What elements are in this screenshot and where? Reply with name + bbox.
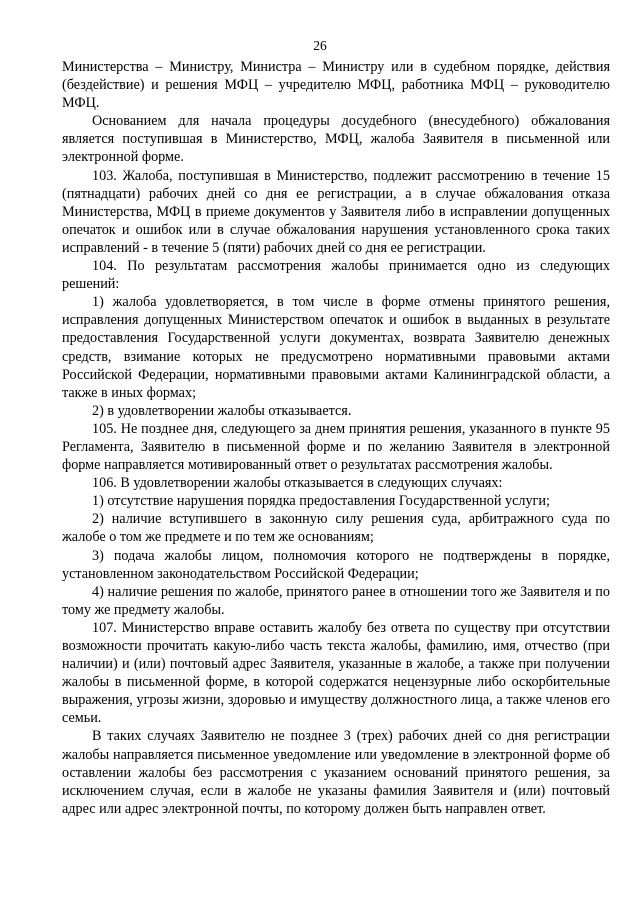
page-number: 26 [313,38,327,53]
document-body [62,58,610,818]
paragraph-103: 103. Жалоба, поступившая в Министерство, подлежит рассмотрению в течение 15 (пятнадцати) рабочих дней со дня ее регистрации, а в случае обжалования отказа Министерства, МФЦ в приеме документов у Заявителя либо в исправлении допущенных опечаток и ошибок или в случае обжалования нарушения установленного срока таких исправлений - в течение 5 (пяти) рабочих дней со дня ее регистрации. [62,167,610,256]
paragraph-106: 106. В удовлетворении жалобы отказывается в следующих случаях: [92,475,503,492]
paragraph-106-item-3: 3) подача жалобы лицом, полномочия которого не подтверждены в порядке, установленном законодательством Российской Федерации; [62,547,610,582]
paragraph-106-item-1: 1) отсутствие нарушения порядка предоставления Государственной услуги; [92,493,550,510]
paragraph-continuation: Министерства – Министру, Министра – Министру или в судебном порядке, действия (бездействие) и решения МФЦ – учредителю МФЦ, работника МФЦ – руководителю МФЦ. [62,59,610,112]
paragraph-107: 107. Министерство вправе оставить жалобу без ответа по существу при отсутствии возможности прочитать какую-либо часть текста жалобы, фамилию, имя, отчество (при наличии) и (или) почтовый адрес Заявителя, указанные в жалобе, а также при получении жалобы в письменной форме, в которой содержатся нецензурные либо оскорбительные выражения, угрозы жизни, здоровью и имуществу должностного лица, а также членов его семьи. [62,619,610,727]
paragraph-106-item-4: 4) наличие решения по жалобе, принятого ранее в отношении того же Заявителя и по тому же предмету жалобы. [62,583,610,618]
paragraph-104-item-1: 1) жалоба удовлетворяется, в том числе в форме отмены принятого решения, исправления допущенных Министерством опечаток и ошибок в выданных в результате предоставления Государственной услуги документах, возврата Заявителю денежных средств, взимание которых не предусмотрено нормативными правовыми актами Российской Федерации, нормативными правовыми актами Калининградской области, а также в иных формах; [62,294,610,401]
paragraph-appeal-basis: Основанием для начала процедуры досудебного (внесудебного) обжалования является поступившая в Министерство, МФЦ, жалоба Заявителя в письменной или электронной форме. [62,113,610,166]
paragraph-104: 104. По результатам рассмотрения жалобы принимается одно из следующих решений: [62,258,610,293]
paragraph-notification: В таких случаях Заявителю не позднее 3 (трех) рабочих дней со дня регистрации жалобы направляется письменное уведомление или уведомление в электронной форме об оставлении жалобы без рассмотрения с указанием оснований принятого решения, за исключением случая, если в жалобе не указаны фамилия Заявителя и (или) почтовый адрес или адрес электронной почты, по которому должен быть направлен ответ. [62,728,610,817]
paragraph-105: 105. Не позднее дня, следующего за днем принятия решения, указанного в пункте 95 Регламента, Заявителю в письменной форме и по желанию Заявителя в электронной форме направляется мотивированный ответ о результатах рассмотрения жалобы. [62,420,610,474]
paragraph-106-item-2: 2) наличие вступившего в законную силу решения суда, арбитражного суда по жалобе о том же предмете и по тем же основаниям; [62,511,610,546]
paragraph-104-item-2: 2) в удовлетворении жалобы отказывается. [92,402,352,419]
